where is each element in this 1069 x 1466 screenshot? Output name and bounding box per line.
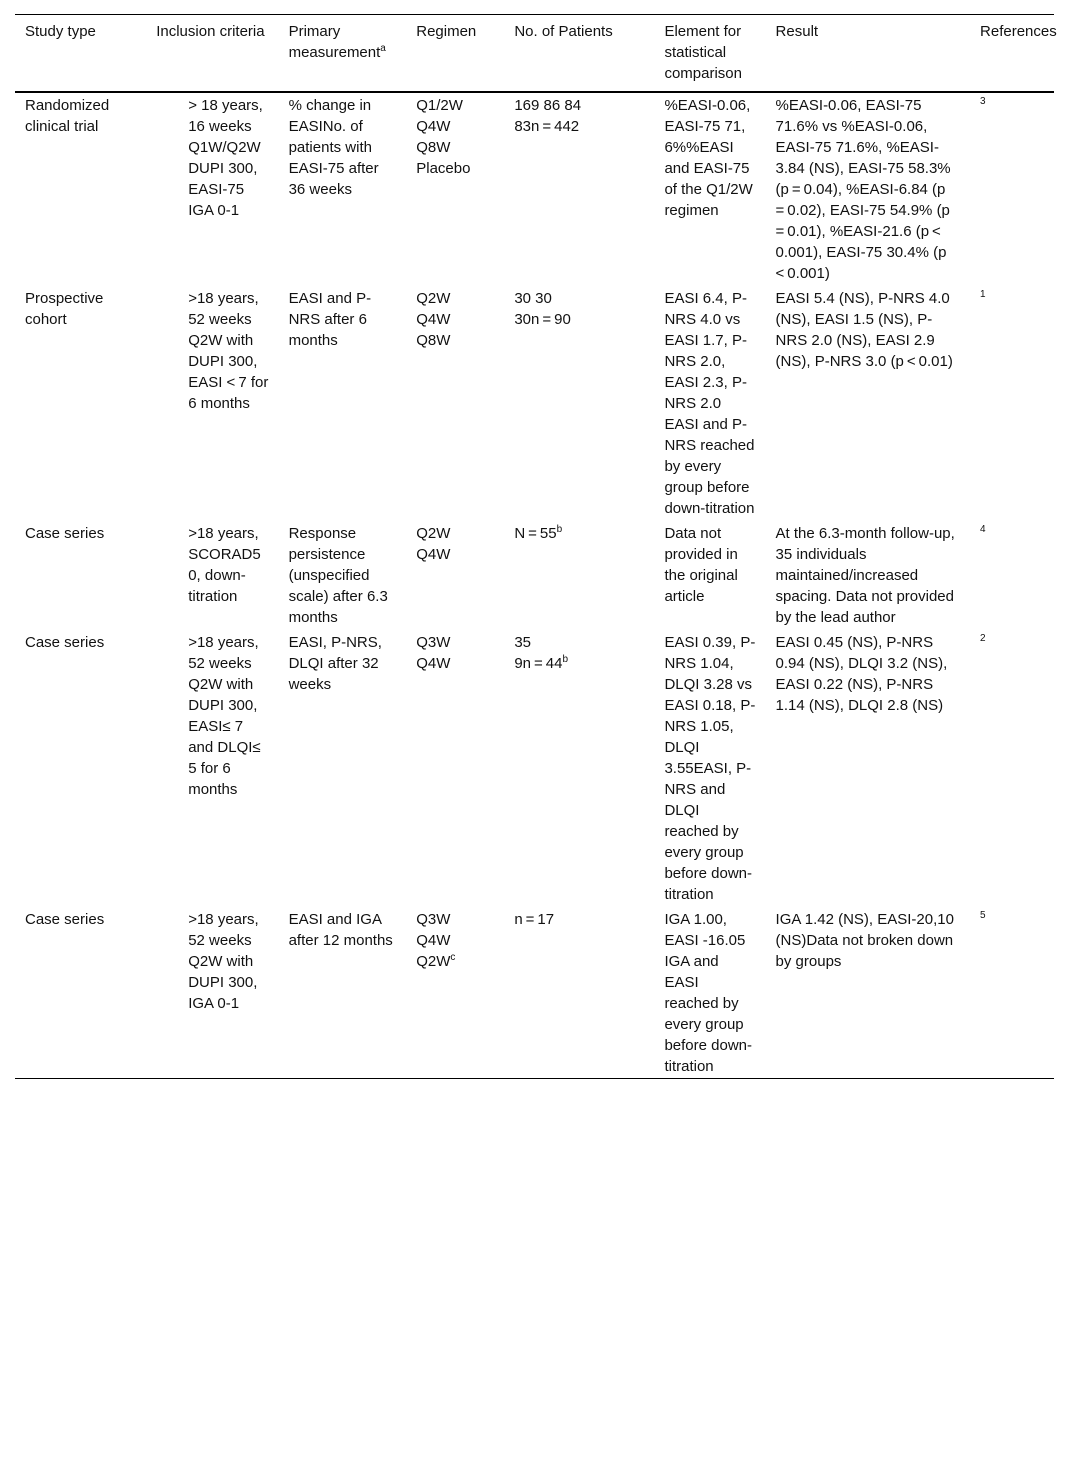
cell-inclusion-text: >18 years, 52 weeks Q2W with DUPI 300, IGA 0-1 — [188, 911, 259, 1012]
cell-inclusion-text: > 18 years, 16 weeks Q1W/Q2W DUPI 300, EASI-75 IGA 0-1 — [188, 97, 263, 219]
cell-patients-text: 35 9n = 44 — [514, 634, 563, 672]
cell-inclusion — [146, 906, 278, 1079]
table-row — [15, 285, 1054, 520]
cell-element: EASI 0.39, P-NRS 1.04, DLQI 3.28 vs EASI 0.18, P-NRS 1.05, DLQI 3.55EASI, P-NRS and DLQI reached by every group before down-titration — [664, 634, 756, 903]
cell-inclusion-text: >18 years, 52 weeks Q2W with DUPI 300, EASI < 7 for 6 months — [188, 290, 269, 412]
cell-inclusion — [146, 629, 278, 906]
cell-patients — [504, 520, 654, 629]
reference-number[interactable]: 4 — [980, 524, 986, 535]
header-row — [15, 15, 1054, 93]
cell-study-type: Case series — [25, 634, 105, 651]
cell-regimen — [406, 906, 504, 1079]
cell-reference — [970, 92, 1054, 285]
header-primary-measurement — [279, 15, 407, 93]
header-inclusion-criteria: Inclusion criteria — [156, 23, 265, 40]
cell-element: IGA 1.00, EASI -16.05 IGA and EASI reached by every group before down-titration — [664, 911, 752, 1075]
cell-primary: % change in EASINo. of patients with EASI-75 after 36 weeks — [288, 97, 379, 198]
cell-patients-text: n = 17 — [514, 911, 555, 928]
cell-study-type: Case series — [25, 525, 105, 542]
cell-result: At the 6.3-month follow-up, 35 individuals maintained/increased spacing. Data not provided by the lead author — [775, 525, 955, 626]
reference-number[interactable]: 3 — [980, 96, 986, 107]
cell-reference — [970, 629, 1054, 906]
cell-primary: EASI, P-NRS, DLQI after 32 weeks — [288, 634, 382, 693]
cell-study-type: Case series — [25, 911, 105, 928]
header-references: References — [980, 23, 1057, 40]
footnote-a-marker: a — [380, 43, 386, 54]
header-element: Element for statistical comparison — [664, 23, 742, 82]
cell-study-type: Randomized clinical trial — [25, 97, 110, 135]
cell-result: EASI 5.4 (NS), P-NRS 4.0 (NS), EASI 1.5 (NS), P-NRS 2.0 (NS), EASI 2.9 (NS), P-NRS 3.0 (p < 0.01) — [775, 290, 953, 370]
cell-result: %EASI-0.06, EASI-75 71.6% vs %EASI-0.06, EASI-75 71.6%, %EASI-3.84 (NS), EASI-75 58.3% (p = 0.04), %EASI-6.84 (p = 0.02), EASI-75 54.9% (p = 0.01), %EASI-21.6 (p < 0.001), EASI-75 30.4% (p < 0.001) — [775, 97, 953, 282]
header-patients: No. of Patients — [514, 23, 613, 40]
cell-patients-text: N = 55 — [514, 525, 557, 542]
footnote-b-marker: b — [562, 654, 569, 665]
cell-reference — [970, 906, 1054, 1079]
cell-patients — [504, 629, 654, 906]
cell-reference — [970, 285, 1054, 520]
header-study-type: Study type — [25, 23, 96, 40]
table-body — [15, 92, 1054, 1079]
cell-patients-text: 169 86 84 83n = 442 — [514, 97, 582, 135]
cell-primary: EASI and IGA after 12 months — [288, 911, 393, 949]
cell-regimen: Q3W Q4W — [416, 634, 451, 672]
cell-element: %EASI-0.06, EASI-75 71, 6%%EASI and EASI-75 of the Q1/2W regimen — [664, 97, 753, 219]
footnote-b-marker: b — [556, 524, 563, 535]
cell-patients-text: 30 30 30n = 90 — [514, 290, 571, 328]
cell-patients — [504, 92, 654, 285]
reference-number[interactable]: 1 — [980, 289, 986, 300]
study-comparison-table — [15, 14, 1057, 1079]
table-row — [15, 520, 1054, 629]
reference-number[interactable]: 2 — [980, 633, 986, 644]
cell-regimen: Q1/2W Q4W Q8W Placebo — [416, 97, 471, 177]
cell-element: Data not provided in the original article — [664, 525, 738, 605]
table-row — [15, 906, 1054, 1079]
cell-primary: Response persistence (unspecified scale) after 6.3 months — [288, 525, 388, 626]
cell-result: IGA 1.42 (NS), EASI-20,10 (NS)Data not broken down by groups — [775, 911, 954, 970]
header-result: Result — [775, 23, 819, 40]
cell-regimen: Q2W Q4W — [416, 525, 451, 563]
cell-element: EASI 6.4, P-NRS 4.0 vs EASI 1.7, P-NRS 2.0, EASI 2.3, P-NRS 2.0 EASI and P-NRS reached by every group before down-titration — [664, 290, 755, 517]
cell-regimen: Q2W Q4W Q8W — [416, 290, 451, 349]
cell-study-type: Prospective cohort — [25, 290, 104, 328]
header-regimen: Regimen — [416, 23, 477, 40]
cell-inclusion-text: >18 years, SCORAD50, down-titration — [188, 525, 261, 605]
cell-inclusion — [146, 520, 278, 629]
cell-patients — [504, 906, 654, 1079]
table-row — [15, 92, 1054, 285]
reference-number[interactable]: 5 — [980, 910, 986, 921]
cell-inclusion — [146, 285, 278, 520]
cell-inclusion-text: >18 years, 52 weeks Q2W with DUPI 300, EASI≤ 7 and DLQI≤ 5 for 6 months — [188, 634, 261, 798]
cell-reference — [970, 520, 1054, 629]
table-row — [15, 629, 1054, 906]
cell-inclusion — [146, 92, 278, 285]
footnote-c-marker: c — [450, 952, 456, 963]
cell-regimen-text: Q3W Q4W Q2W — [416, 911, 451, 970]
cell-patients — [504, 285, 654, 520]
header-primary-label: Primary measurement — [288, 23, 381, 61]
cell-result: EASI 0.45 (NS), P-NRS 0.94 (NS), DLQI 3.2 (NS), EASI 0.22 (NS), P-NRS 1.14 (NS), DLQI 2.8 (NS) — [775, 634, 948, 714]
table-header — [15, 15, 1057, 93]
cell-primary: EASI and P-NRS after 6 months — [288, 290, 372, 349]
